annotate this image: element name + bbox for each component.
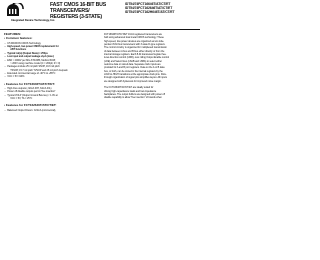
- feature-item: – VCC = 5V ±10%: [4, 75, 96, 78]
- feature-item: – Packages include 25 mil pitch SSOP, 19.6 mil pitch: [4, 65, 96, 68]
- part-number: IDT54/74FCT162646T/AT/CT/ET: [125, 6, 173, 11]
- description-column: [104, 33, 196, 100]
- description-line: backplanes. The output buffers are designed with power off: [104, 93, 165, 97]
- description-line: tures direction control (xDIR), over-riding Output Enable control: [104, 56, 169, 60]
- features-heading: FEATURES:: [4, 32, 22, 36]
- fct16646-features-heading: • Features for FCT16646T/AT/CT/ET:: [4, 81, 55, 86]
- description-line: The control circuitry is organized for multiplexed transmission: [104, 46, 167, 50]
- description-line: through organization of signal pins simplifies layout. All inputs: [104, 76, 167, 80]
- document-title: [50, 2, 130, 20]
- description-line: FCT16646T/AT/CT/ET 16-bit registered transceivers are: [104, 33, 162, 36]
- common-features-heading: • Common features:: [4, 36, 33, 41]
- description-line: internal storage registers. Each 8-bit transceiver/register fea-: [104, 53, 167, 57]
- description-line: are designed with hysteresis for improved noise margin.: [104, 79, 162, 83]
- company-logo: [5, 3, 25, 17]
- fct16646-features-list: [4, 87, 96, 100]
- description-line: of data between A bus and B bus either directly or from the: [104, 49, 165, 53]
- description-line: pendent 8-bit bus transceivers with 3-state D-type registers.: [104, 43, 166, 47]
- description-paragraph: [104, 86, 196, 99]
- fct162646-features-heading: • Features for FCT162646T/AT/CT/ET:: [4, 103, 57, 108]
- feature-item: – Typical VOLP (Output Ground Bounce) < 1.0V at: [4, 94, 96, 97]
- header-divider: [0, 29, 200, 30]
- feature-item: – 0.5 MICRON CMOS Technology: [4, 42, 96, 45]
- feature-item: – Extended commercial range of -40°C to +85°C: [4, 72, 96, 75]
- feature-item: – Typical tsk(o) (Output Skew) < 250ps: [4, 52, 96, 55]
- feature-item: – Balanced Output Drivers: ±24mA (commercial),: [4, 109, 96, 112]
- feature-item: – High-speed, low-power CMOS replacement for: [4, 45, 96, 48]
- description-line: disable capability to allow "live insertion" of boards when: [104, 96, 162, 100]
- description-line: high-speed, low-power devices are organized as two inde-: [104, 39, 165, 43]
- feature-item: > 200V using machine model (C = 200pF, R = 0): [10, 61, 61, 65]
- part-number: IDT54/74FCT162H646T/AT/CT/ET: [125, 10, 175, 15]
- feature-item: – ESD > 2000V per MIL-STD-883, Method 3015;: [4, 59, 96, 62]
- feature-item: VCC = 5V, TA = 25°C: [10, 96, 33, 100]
- features-column: [4, 33, 96, 115]
- description-paragraph: [104, 33, 196, 83]
- description-line: LOW-to-HIGH transitions at the appropriate clock pins. Flow-: [104, 73, 167, 77]
- part-numbers: [125, 2, 200, 14]
- blank-area: [0, 112, 200, 260]
- company-name: Integrated Device Technology, Inc.: [11, 18, 55, 22]
- title-line: TRANSCEIVERS/: [50, 8, 90, 14]
- description-line: provided for A and B port registers. Data on the A or B data: [104, 66, 165, 70]
- description-line: The FCT16646T/AT/CT/ET are ideally suited for: [104, 86, 154, 90]
- title-line: FAST CMOS 16-BIT BUS: [50, 2, 106, 8]
- feature-item: TSSOP, 15.7 mil pitch TVSOP and 25 mil pitch Cerpack: [10, 68, 68, 72]
- feature-item: – High drive outputs (-32mA IOH, 64mA IOL): [4, 87, 96, 90]
- description-line: built using advanced dual metal CMOS technology. These: [104, 36, 164, 40]
- description-line: (xOE) and Select lines (xSAB and xSBA) to select either: [104, 59, 162, 63]
- feature-item: – Power off disable outputs permit "live insertion": [4, 90, 96, 93]
- description-line: bus, or both, can be stored in the internal registers by the: [104, 69, 163, 73]
- common-features-list: [4, 42, 96, 79]
- feature-item: ABT functions: [10, 48, 27, 52]
- description-line: driving high-capacitance loads and low-impedance: [104, 89, 157, 93]
- feature-item: – Low input and output leakage ≤1μA (max.): [4, 55, 96, 58]
- part-number: IDT54/74FCT16646T/AT/CT/ET: [125, 2, 171, 6]
- description-line: real-time data or stored data. Separate clock inputs are: [104, 63, 161, 67]
- title-line: REGISTERS (3-STATE): [50, 14, 102, 20]
